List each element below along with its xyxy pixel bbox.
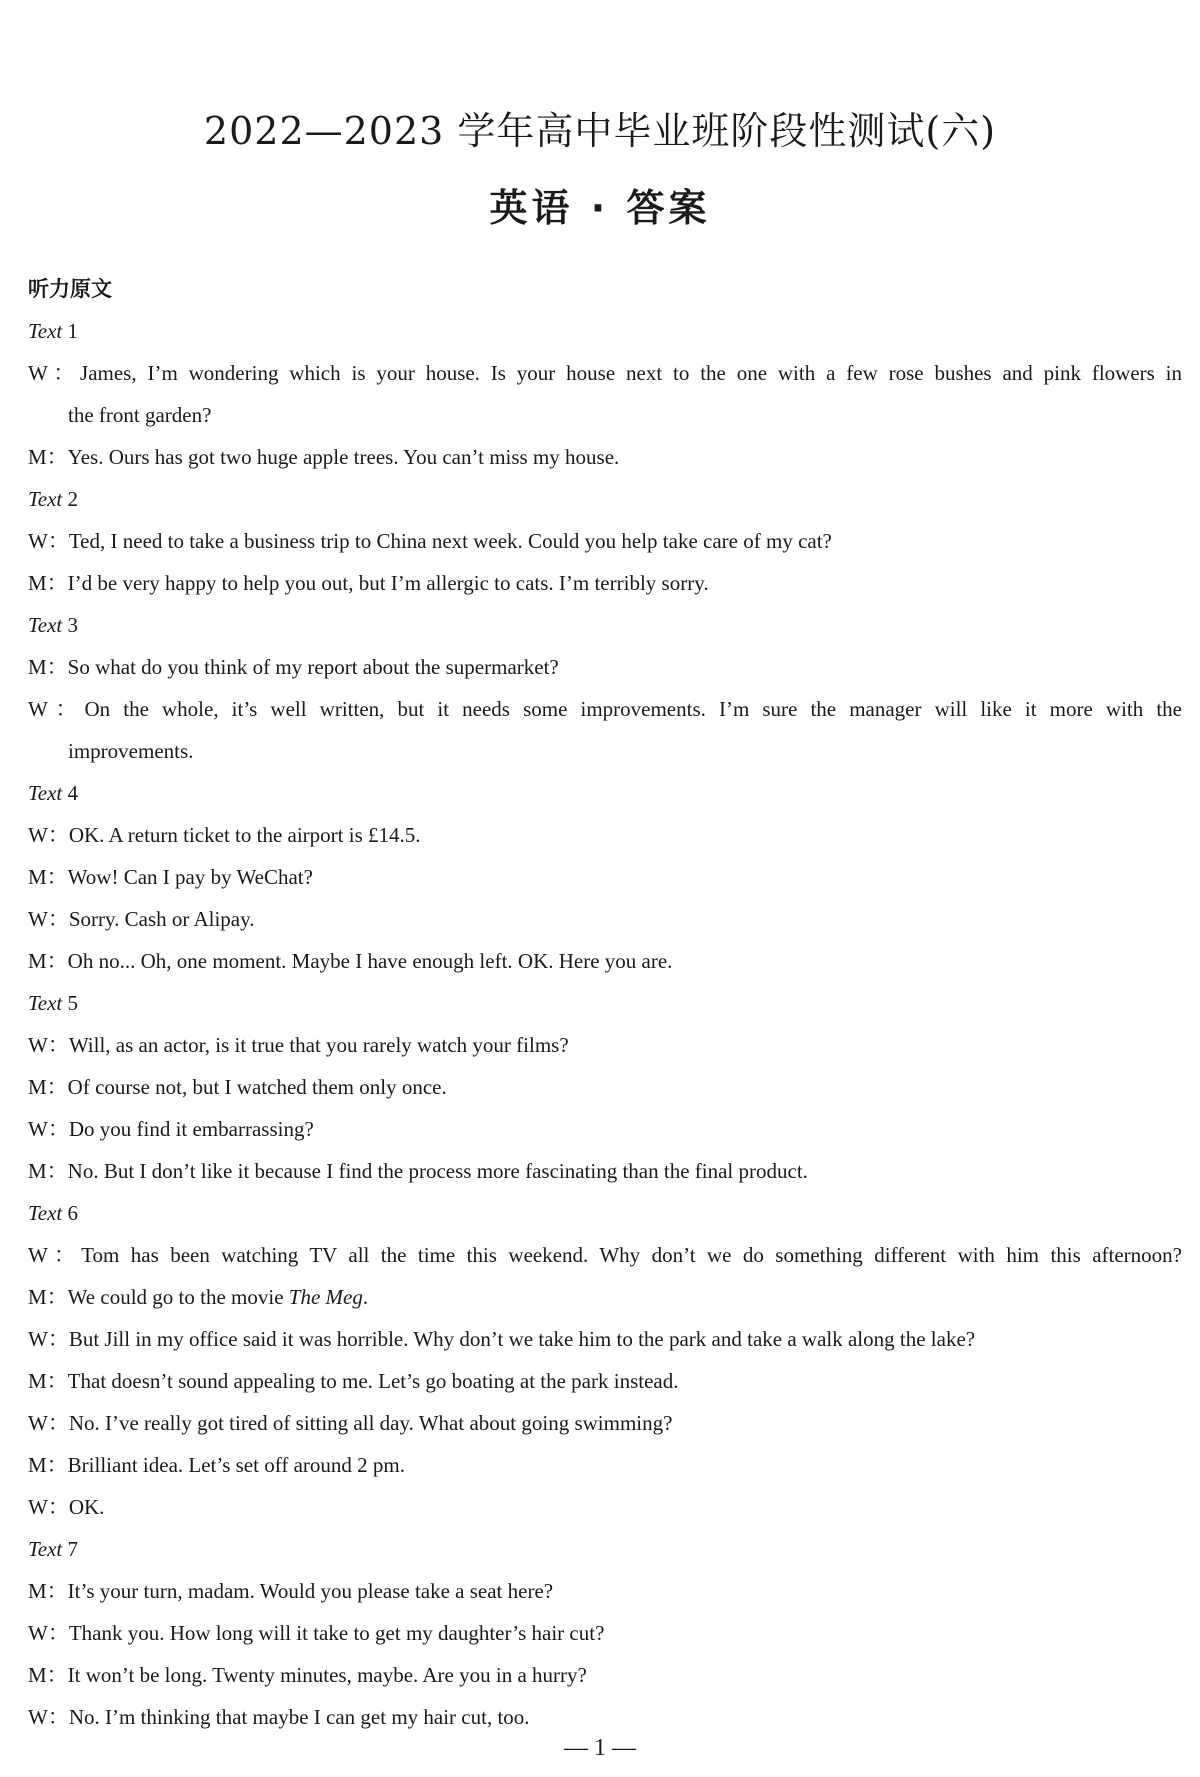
text-label: Text [28,1201,63,1225]
dialogue-line: W：Do you find it embarrassing? [28,1117,314,1141]
dialogue-line: W：But Jill in my office said it was horrible. Why don’t we take him to the park and take a walk along the lake? [28,1327,976,1351]
dialogue-text: M：We could go to the movie [28,1285,289,1309]
text-label: Text [28,487,63,511]
dialogue-line: M：Brilliant idea. Let’s set off around 2 pm. [28,1453,405,1477]
transcript-body [28,268,1182,1738]
dialogue-line: W：Sorry. Cash or Alipay. [28,907,255,931]
dialogue-line: W：On the whole, it’s well written, but it needs some improvements. I’m sure the manager will like it more with the [28,697,1182,721]
text-label: Text [28,319,63,343]
text-number: 6 [67,1201,78,1225]
dialogue-line: the front garden? [68,403,212,427]
dialogue-line: improvements. [68,739,194,763]
dialogue-line: M：Wow! Can I pay by WeChat? [28,865,313,889]
text-number: 3 [67,613,78,637]
movie-title: The Meg [288,1285,363,1309]
dialogue-punctuation: . [362,1285,369,1309]
dialogue-line: W：No. I’ve really got tired of sitting all day. What about going swimming? [28,1411,673,1435]
dialogue-line [28,1276,1182,1318]
page-number: — 1 — [564,1735,636,1761]
dialogue-line: W：Thank you. How long will it take to get my daughter’s hair cut? [28,1621,605,1645]
text-number: 7 [67,1537,78,1561]
dialogue-line: M：Oh no... Oh, one moment. Maybe I have enough left. OK. Here you are. [28,949,673,973]
dialogue-line: W：OK. [28,1495,105,1519]
text-heading [28,982,1182,1024]
dialogue-line: M：I’d be very happy to help you out, but I’m allergic to cats. I’m terribly sorry. [28,571,709,595]
dialogue-line: M：That doesn’t sound appealing to me. Let’s go boating at the park instead. [28,1369,679,1393]
dialogue-line: M：So what do you think of my report about the supermarket? [28,655,559,679]
dialogue-line: W：Tom has been watching TV all the time this weekend. Why don’t we do something different with him this afternoon? [28,1243,1182,1267]
dialogue-line: M：Of course not, but I watched them only once. [28,1075,447,1099]
dialogue-line: W：Will, as an actor, is it true that you rarely watch your films? [28,1033,569,1057]
text-heading [28,1528,1182,1570]
dialogue-line: M：It’s your turn, madam. Would you please take a seat here? [28,1579,554,1603]
dialogue-line: W：James, I’m wondering which is your house. Is your house next to the one with a few rose bushes and pink flowers in [28,361,1182,385]
text-heading [28,772,1182,814]
page-subtitle: 英语 · 答案 [489,186,711,230]
text-number: 2 [67,487,78,511]
dialogue-line: M：Yes. Ours has got two huge apple trees. You can’t miss my house. [28,445,620,469]
dialogue-line: W：OK. A return ticket to the airport is £14.5. [28,823,421,847]
text-heading [28,310,1182,352]
text-heading [28,478,1182,520]
text-label: Text [28,613,63,637]
text-number: 4 [67,781,78,805]
section-title: 听力原文 [28,277,112,301]
text-label: Text [28,781,63,805]
dialogue-line: W：No. I’m thinking that maybe I can get my hair cut, too. [28,1705,530,1729]
text-heading [28,604,1182,646]
page-title: 2022—2023 学年高中毕业班阶段性测试(六) [203,109,997,153]
text-label: Text [28,991,63,1015]
text-number: 1 [67,319,78,343]
text-label: Text [28,1537,63,1561]
text-number: 5 [67,991,78,1015]
dialogue-line: M：It won’t be long. Twenty minutes, maybe. Are you in a hurry? [28,1663,587,1687]
dialogue-line: M：No. But I don’t like it because I find the process more fascinating than the final product. [28,1159,808,1183]
dialogue-line: W：Ted, I need to take a business trip to China next week. Could you help take care of my cat? [28,529,832,553]
text-heading [28,1192,1182,1234]
